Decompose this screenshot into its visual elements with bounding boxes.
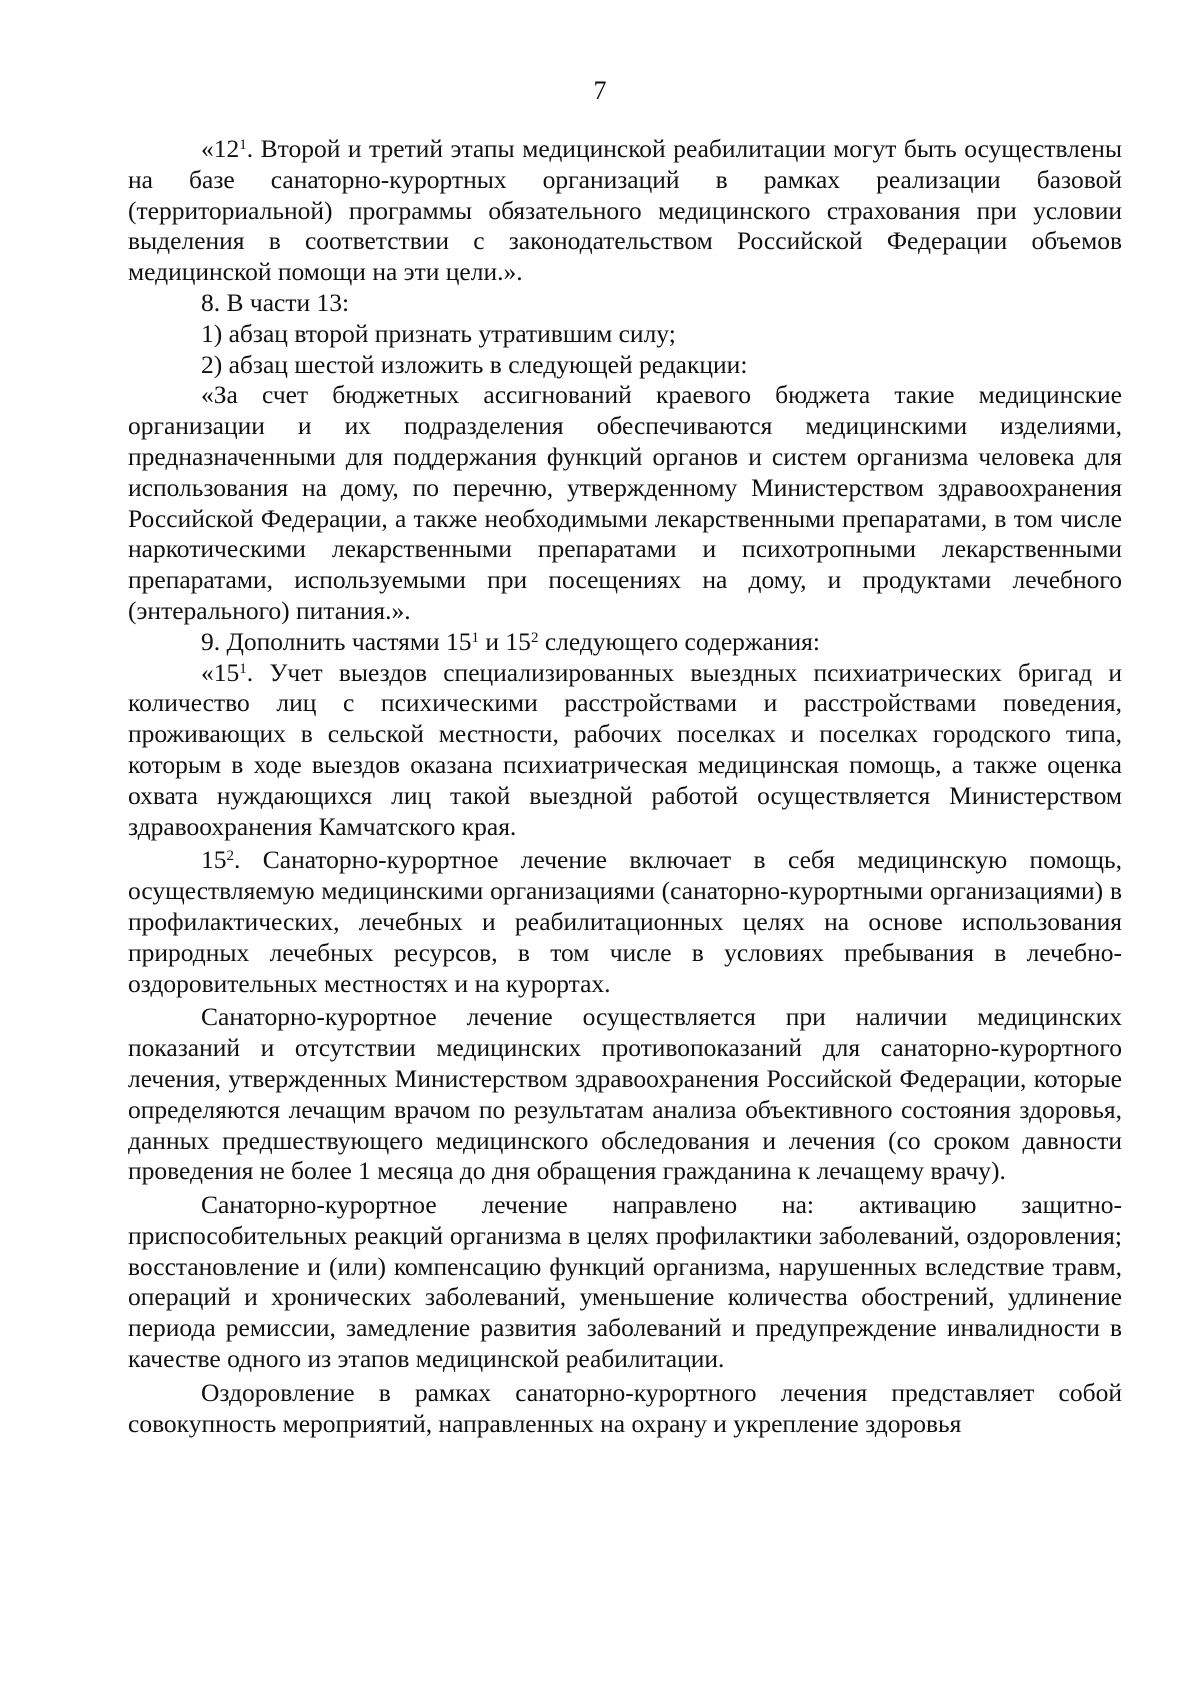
paragraph-new-wording: «За счет бюджетных ассигнований краевого бюджета такие медицинские организации и их подразделения обеспечиваются медицинскими изделиями, предназначенными для поддержания функций органов и систем организма человека для использования на дому, по перечню, утвержденному Министерством здравоохранения Российской Федерации, а также необходимыми лекарственными препаратами, в том числе наркотическими лекарственными препаратами и психотропными лекарственными препаратами, используемыми при посещениях на дому, и продуктами лечебного (энтерального) питания.». <box>128 380 1122 625</box>
paragraph-15-1 <box>128 658 1122 843</box>
paragraph-15-1-text: . Учет выездов специализированных выездных психиатрических бригад и количество лиц с психическими расстройствами и расстройствами поведения, проживающих в сельской местности, рабочих поселках и поселках городского типа, которым в ходе выездов оказана психиатрическая медицинская помощь, а также оценка охвата нуждающихся лиц такой выездной работой осуществляется Министерством здравоохранения Камчатского края. <box>128 657 1122 841</box>
paragraph-12-1-text: . Второй и третий этапы медицинской реабилитации могут быть осуществлены на базе санаторно-курортных организаций в рамках реализации базовой (территориальной) программы обязательного медицинского страхования при условии выделения в соответствии с законодательством Российской Федерации объемов медицинской помощи на эти цели.». <box>128 134 1122 287</box>
superscript: 1 <box>239 660 247 677</box>
paragraph-12-1-number: «12 <box>201 134 240 163</box>
paragraph-15-2-text: . Санаторно-курортное лечение включает в себя медицинскую помощь, осуществляемую медицинскими организациями (санаторно-курортными организациями) в профилактических, лечебных и реабилитационных целях на основе использования природных лечебных ресурсов, в том числе в условиях пребывания в лечебно-оздоровительных местностях и на курортах. <box>128 845 1122 998</box>
item-8-sub-2: 2) абзац шестой изложить в следующей редакции: <box>201 349 748 379</box>
paragraph-15-2-number: 15 <box>201 845 227 875</box>
item-9-heading <box>128 627 1122 658</box>
superscript: 2 <box>226 848 234 865</box>
item-9-text-a: 9. Дополнить частями 15 <box>201 626 472 656</box>
paragraph-treatment-indications: Санаторно-курортное лечение осуществляется при наличии медицинских показаний и отсутствии медицинских противопоказаний для санаторно-курортного лечения, утвержденных Министерством здравоохранения Российской Федерации, которые определяются лечащим врачом по результатам анализа объективного состояния здоровья, данных предшествующего медицинского обследования и лечения (со сроком давности проведения не более 1 месяца до дня обращения гражданина к лечащему врачу). <box>128 1002 1122 1186</box>
paragraph-treatment-purpose: Санаторно-курортное лечение направлено на: активацию защитно-приспособительных реакций организма в целях профилактики заболеваний, оздоровления; восстановление и (или) компенсацию функций организма, нарушенных вследствие травм, операций и хронических заболеваний, уменьшение количества обострений, удлинение периода ремиссии, замедление развития заболеваний и предупреждение инвалидности в качестве одного из этапов медицинской реабилитации. <box>128 1190 1122 1374</box>
page-number: 7 <box>593 76 607 105</box>
paragraph-15-1-number: «15 <box>201 657 240 687</box>
item-9-text-c: следующего содержания: <box>538 626 820 656</box>
document-body <box>128 134 1122 1439</box>
item-9-text-b: и 15 <box>479 626 531 656</box>
paragraph-health-improvement: Оздоровление в рамках санаторно-курортного лечения представляет собой совокупность мероприятий, направленных на охрану и укрепление здоровья <box>128 1377 1122 1438</box>
paragraph-12-1 <box>128 134 1122 288</box>
item-8-heading: 8. В части 13: <box>201 287 350 317</box>
superscript: 1 <box>239 136 247 153</box>
superscript: 1 <box>471 629 480 646</box>
paragraph-15-2 <box>128 845 1122 999</box>
superscript: 2 <box>530 629 539 646</box>
item-8-sub-1: 1) абзац второй признать утратившим силу; <box>201 318 676 348</box>
